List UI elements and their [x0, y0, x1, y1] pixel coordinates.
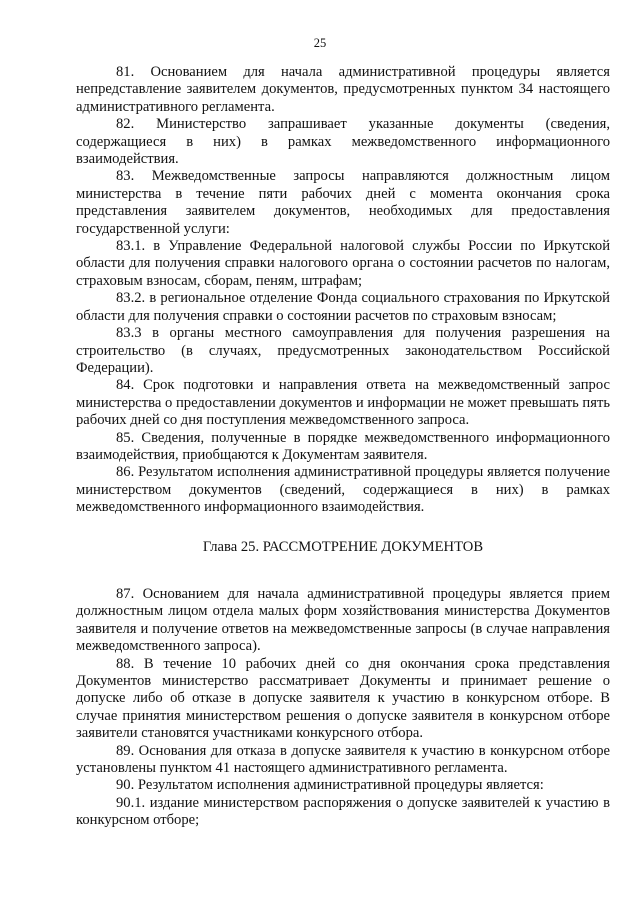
paragraph-87: 87. Основанием для начала административной процедуры является прием должностным лицом отдела малых форм хозяйствования министерства Документов заявителя и получение ответов на межведомственные запросы (в случае направления межведомственного запроса).: [76, 585, 610, 655]
paragraph-88: 88. В течение 10 рабочих дней со дня окончания срока представления Документов министерство рассматривает Документы и принимает решение о допуске либо об отказе в допуске заявителя к участию в конкурсном отборе. В случае принятия министерством решения о допуске заявителя в конкурсном отборе заявители становятся участниками конкурсного отбора.: [76, 655, 610, 742]
paragraph-90: 90. Результатом исполнения административной процедуры является:: [116, 777, 544, 794]
paragraph-82: 82. Министерство запрашивает указанные документы (сведения, содержащиеся в них) в рамках межведомственного информационного взаимодействия.: [76, 116, 610, 168]
paragraph-90-1: 90.1. издание министерством распоряжения о допуске заявителей к участию в конкурсном отборе;: [76, 794, 610, 829]
paragraph-83-3: 83.3 в органы местного самоуправления для получения разрешения на строительство (в случаях, предусмотренных законодательством Российской Федерации).: [76, 325, 610, 376]
paragraph-86: 86. Результатом исполнения административной процедуры является получение министерством документов (сведений, содержащиеся в них) в рамках межведомственного информационного взаимодействия.: [76, 464, 610, 516]
paragraph-83-2: 83.2. в региональное отделение Фонда социального страхования по Иркутской области для получения справки о состоянии расчетов по страховым взносам;: [76, 290, 610, 324]
paragraph-81: 81. Основанием для начала административной процедуры является непредставление заявителем документов, предусмотренных пунктом 34 настоящего административного регламента.: [76, 64, 610, 115]
paragraph-83-1: 83.1. в Управление Федеральной налоговой службы России по Иркутской области для получения справки налогового органа о состоянии расчетов по налогам, страховым взносам, сборам, пеням, штрафам;: [76, 238, 610, 289]
paragraph-83: 83. Межведомственные запросы направляются должностным лицом министерства в течение пяти рабочих дней с момента окончания срока представления заявителем документов, необходимых для предоставления государственной услуги:: [76, 168, 610, 237]
paragraph-84: 84. Срок подготовки и направления ответа на межведомственный запрос министерства о предоставлении документов и информации не может превышать пять рабочих дней со дня поступления межведомственного запроса.: [76, 377, 610, 429]
chapter-heading: Глава 25. РАССМОТРЕНИЕ ДОКУМЕНТОВ: [202, 538, 484, 555]
paragraph-89: 89. Основания для отказа в допуске заявителя к участию в конкурсном отборе установлены пунктом 41 настоящего административного регламента.: [76, 742, 610, 777]
page-number: 25: [313, 36, 327, 50]
document-body: [76, 64, 610, 830]
paragraph-85: 85. Сведения, полученные в порядке межведомственного информационного взаимодействия, приобщаются к Документам заявителя.: [76, 429, 610, 463]
